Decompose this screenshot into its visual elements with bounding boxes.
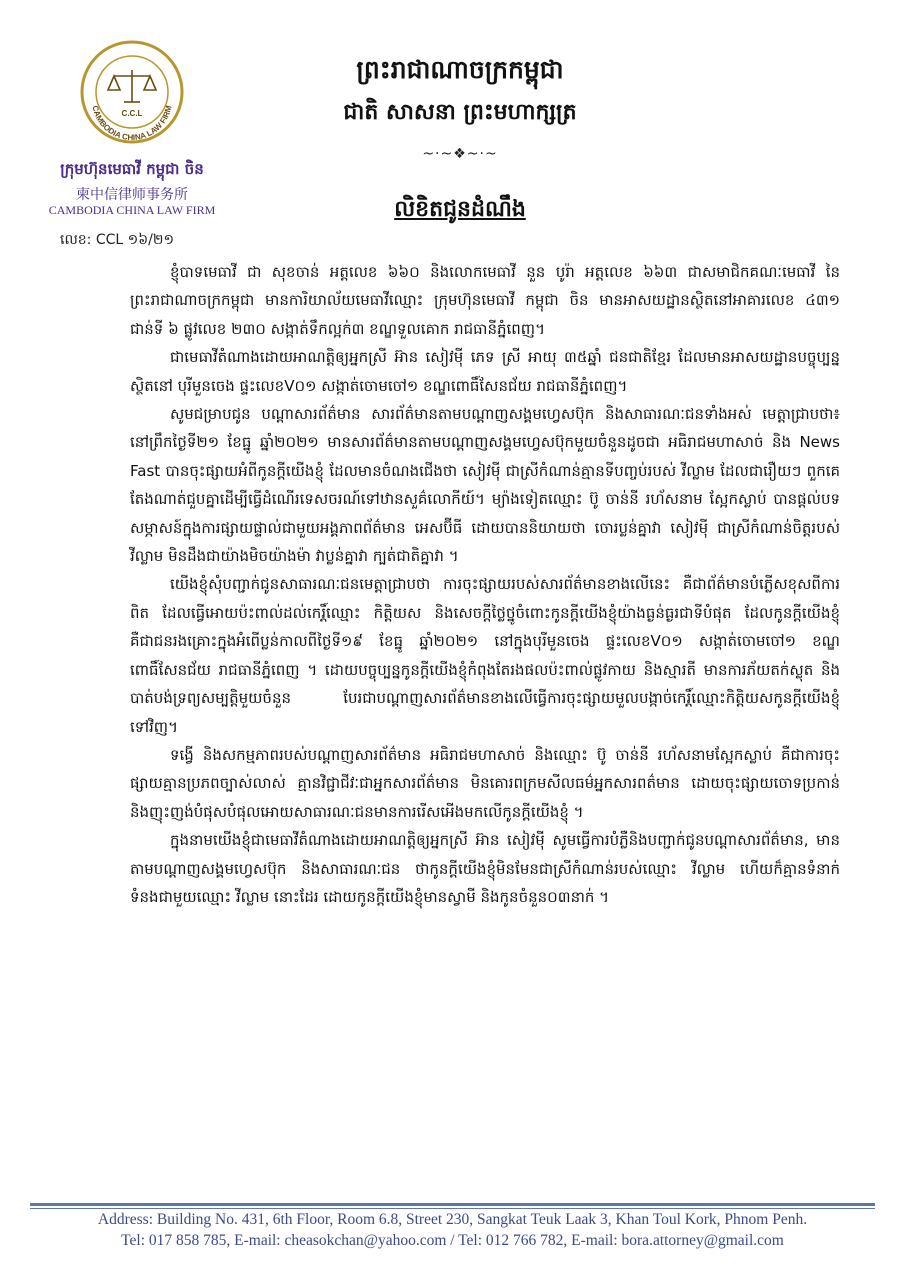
logo-outer-text: CAMBODIA CHINA LAW FIRM <box>90 104 174 143</box>
law-firm-logo <box>80 40 184 144</box>
paragraph-news-report: សូមជម្រាបជូន បណ្ដាសារព័ត៌មាន សារព័ត៌មានតាមបណ្ដាញសង្គមហ្វេសប៊ុក និងសាធារណៈជនទាំងអស់ មេត្តាជ្រាបថា៖ នៅព្រឹកថ្ងៃទី២១ ខែធ្នូ ឆ្នាំ២០២១ មានសារព័ត៌មានតាមបណ្ដាញសង្គមហ្វេសប៊ុកមួយចំនួនដូចជា អធិរាជមហាសាច់ និង News Fast បានចុះផ្សាយអំពីកូនក្តីយើងខ្ញុំ ដែលមានចំណងជើងថា សៀវម៉ី ជាស្រីកំណាន់គ្មានទីបញ្ចប់របស់ វីល្លាម ដែលជារឿយៗ ពួកគេតែងណាត់ជួបគ្នាដើម្បីធ្វើដំណើរទេសចរណ៍ទៅឋានសួគ៌លោកីយ៍។ ម្យ៉ាងទៀតឈ្មោះ ប៊ូ ចាន់នី រហ័សនាម ស្អែកស្លាប់ បានផ្ដល់បទសម្ភាសន៍ក្នុងការផ្សាយផ្ទាល់ជាមួយអង្គភាពព័ត៌មាន អេសប៊ីធី ដោយបាននិយាយថា ចោរប្លន់គ្នាវា សៀវម៉ី ជាស្រីកំណាន់ចិត្តរបស់ វីល្លាម មិនដឹងជាយ៉ាងមិចយ៉ាងម៉ា វាប្លន់គ្នាវា ក្បត់ជាតិគ្នាវា ។ <box>130 405 840 566</box>
firm-name-chinese: 柬中信律师事务所 <box>76 187 188 203</box>
paragraph-clarification: យើងខ្ញុំសុំបញ្ជាក់ជូនសាធារណៈជនមេត្តាជ្រាបថា ការចុះផ្សាយរបស់សារព័ត៌មានខាងលើនេះ គឺជាព័ត៌មានបំភ្លើសខុសពីការពិត ដែលធ្វើអោយប៉ះពាល់ដល់កេរ្តិ៍ឈ្មោះ កិត្តិយស និងសេចក្តីថ្លៃថ្នូចំពោះកូនក្តីយើងខ្ញុំយ៉ាងធ្ងន់ធ្ងរជាទីបំផុត ដែលកូនក្តីយើងខ្ញុំគឺជាជនរងគ្រោះក្នុងអំពើប្លន់កាលពីថ្ងៃទី១៩ ខែធ្នូ ឆ្នាំ២០២១ នៅក្នុងបុរីមួនចេង ផ្ទះលេខV០១ សង្កាត់ចោមចៅ១ ខណ្ឌពោធិ៍សែនជ័យ រាជធានីភ្នំពេញ ។ ដោយបច្ចុប្បន្នកូនក្តីយើងខ្ញុំកំពុងតែរងផលប៉ះពាល់ផ្លូវកាយ និងស្មារតី មានការភ័យតក់ស្លុត និងបាត់បង់ទ្រព្យសម្បត្តិមួយចំនួន បែរជាបណ្ដាញសារព័ត៌មានខាងលើធ្វើការចុះផ្សាយមួលបង្កាច់កេរ្តិ៍ឈ្មោះកិត្តិយសកូនក្តីយើងខ្ញុំទៅវិញ។ <box>130 575 840 736</box>
footer-address: Address: Building No. 431, 6th Floor, Room 6.8, Street 230, Sangkat Teuk Laak 3, Khan Toul Kork, Phnom Penh. <box>97 1211 808 1228</box>
ornament-divider: ~·~❖~·~ <box>422 146 498 162</box>
logo-inner-text: C.C.L <box>121 109 143 118</box>
paragraph-lawyers: ខ្ញុំបាទមេធាវី ជា សុខចាន់ អត្តលេខ ៦៦០ និងលោកមេធាវី នួន បូរ៉ា អត្តលេខ ៦៦៣ ជាសមាជិកគណៈមេធាវី នៃព្រះរាជាណាចក្រកម្ពុជា មានការិយាល័យមេធាវីឈ្មោះ ក្រុមហ៊ុនមេធាវី កម្ពុជា ចិន មានអាសយដ្ឋានស្ថិតនៅអាគារលេខ ៤៣១ ជាន់ទី ៦ ផ្លូវលេខ ២៣០ សង្កាត់ទឹកល្អក់៣ ខណ្ឌទួលគោក រាជធានីភ្នំពេញ។ <box>130 263 840 338</box>
paragraph-misconduct: ទង្វើ និងសកម្មភាពរបស់បណ្ដាញសារព័ត៌មាន អធិរាជមហាសាច់ និងឈ្មោះ ប៊ូ ចាន់នី រហ័សនាមស្អែកស្លាប់ គឺជាការចុះផ្សាយគ្មានប្រភពច្បាស់លាស់ គ្មានវិជ្ជាជីវៈជាអ្នកសារព័ត៌មាន មិនគោរពក្រមសីលធម៌អ្នកសារពត៌មាន ដោយចុះផ្សាយចោទប្រកាន់ និងញុះញង់បំផុសបំផុលអោយសាធារណៈជនមានការរើសអើងមកលើកូនក្តីយើងខ្ញុំ ។ <box>130 745 840 821</box>
paragraph-client: ជាមេធាវីតំណាងដោយអាណត្តិឲ្យអ្នកស្រី អ៊ាន សៀវម៉ី ភេទ ស្រី អាយុ ៣៥ឆ្នាំ ជនជាតិខ្មែរ ដែលមានអាសយដ្ឋានបច្ចុប្បន្នស្ថិតនៅ បុរីមួនចេង ផ្ទះលេខV០១ សង្កាត់ចោមចៅ១ ខណ្ឌពោធិ៍សែនជ័យ រាជធានីភ្នំពេញ។ <box>130 348 840 395</box>
footer-contact: Tel: 017 858 785, E-mail: cheasokchan@yahoo.com / Tel: 012 766 782, E-mail: bora.attorney@gmail.com <box>121 1232 784 1249</box>
document-title: លិខិតជូនដំណឹង <box>394 197 526 222</box>
reference-number: លេខ: CCL ១៦/២១ <box>60 232 175 248</box>
firm-name-english: CAMBODIA CHINA LAW FIRM <box>48 203 216 217</box>
footer-rule-thin <box>30 1208 875 1209</box>
firm-name-khmer: ក្រុមហ៊ុនមេធាវី កម្ពុជា ចិន <box>60 160 204 178</box>
letter-body <box>130 258 840 911</box>
national-motto: ជាតិ សាសនា ព្រះមហាក្សត្រ <box>343 100 577 125</box>
kingdom-heading: ព្រះរាជាណាចក្រកម្ពុជា <box>356 55 564 84</box>
paragraph-conclusion: ក្នុងនាមយើងខ្ញុំជាមេធាវីតំណាងដោយអាណត្តិឲ្យអ្នកស្រី អ៊ាន សៀវម៉ី សូមធ្វើការបំភ្លឺនិងបញ្ជាក់ជូនបណ្ដាសារព័ត៌មាន, មានតាមបណ្ដាញសង្គមហ្វេសប៊ុក និងសាធារណៈជន ថាកូនក្តីយើងខ្ញុំមិនមែនជាស្រីកំណាន់របស់ឈ្មោះ វីល្លាម ហើយក៏គ្មានទំនាក់ទំនងជាមួយឈ្មោះ វីល្លាម នោះដែរ ដោយកូនក្តីយើងខ្ញុំមានស្វាមី និងកូនចំនួន០៣នាក់ ។ <box>130 831 840 906</box>
footer-rule <box>30 1203 875 1206</box>
